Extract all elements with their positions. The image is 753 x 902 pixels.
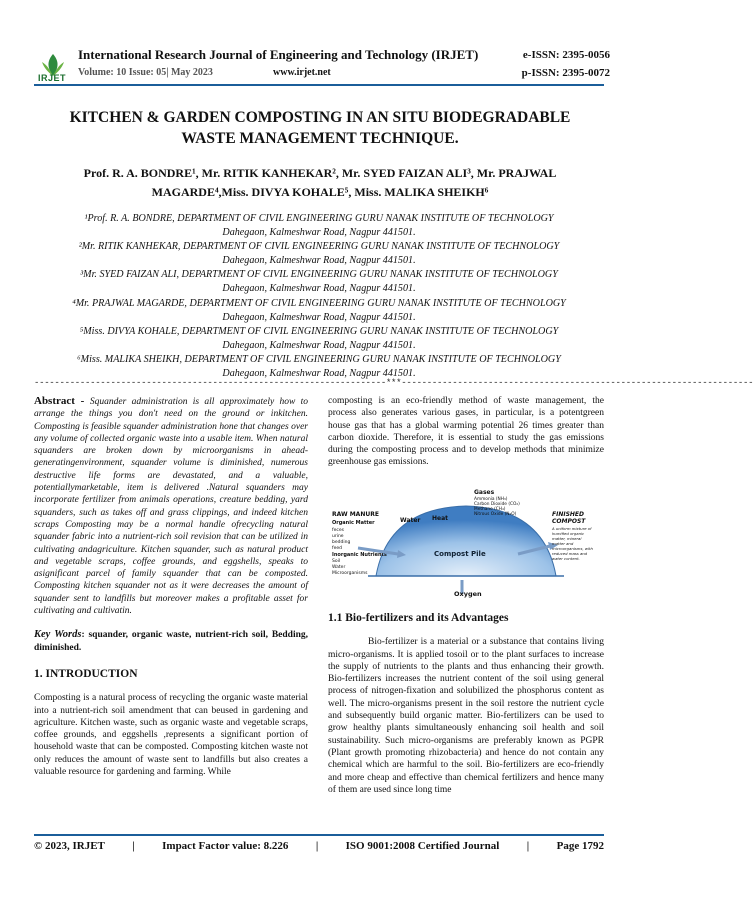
finished-desc: microorganisms, with [552,546,593,551]
affiliation-line: ⁴Mr. PRAJWAL MAGARDE, DEPARTMENT OF CIVIL ENGINEERING GURU NANAK INSTITUTE OF TECHNOLOGY [72,297,566,309]
gases-title: Gases [474,489,495,496]
inorganic-label: Inorganic Nutrients [332,552,387,558]
volume-issue: Volume: 10 Issue: 05| May 2023 [78,67,213,78]
journal-website[interactable]: www.irjet.net [273,67,331,78]
water-label: Water [400,517,421,524]
biofertilizers-text: Bio-fertilizer is a material or a substance that contains living micro-organisms. It is applied tosoil or to the plant surfaces to increase the supply of nutrients to the plants and thus enhancing their growth. Bio-fertilizers increases the nutrient content of the soil using general process of nitrogen-fixation and solubilized the phosphorus content as well. The micro-organisms present in the soil restore the nutrient cycle and subsequently build organic matter. Bio-fertilizers can be used to grow healthy plants simultaneously enhancing soil health and soil sustainability. Such micro-organisms are preferably known as PGPR (Plant growth promoting rhizobacteria) and hence do not contain any chemical which are harmful to the soil. Bio-fertilizers are eco-friendly and more cheap and effective than chemical fertilizers and hence many of them are used since long time [328,637,604,795]
header-rule [34,84,604,86]
affiliation-line: ²Mr. RITIK KANHEKAR, DEPARTMENT OF CIVIL ENGINEERING GURU NANAK INSTITUTE OF TECHNOLOGY [78,241,560,253]
keywords-label: Key Words [34,629,82,641]
finished-desc: reduced mass and [552,551,588,556]
inorganic-item: Soil [332,559,341,564]
right-column [328,395,604,469]
gas-item: Methane (CH₄) [474,507,506,512]
compost-pile-label: Compost Pile [434,550,486,558]
journal-name: International Research Journal of Engineering and Technology (IRJET) [78,47,479,62]
affiliation-line: ¹Prof. R. A. BONDRE, DEPARTMENT OF CIVIL ENGINEERING GURU NANAK INSTITUTE OF TECHNOLOGY [84,213,554,224]
page-footer [34,840,604,852]
copyright: © 2023, IRJET [34,840,105,852]
heat-label: Heat [432,515,449,522]
affiliation-line: ³Mr. SYED FAIZAN ALI, DEPARTMENT OF CIVIL ENGINEERING GURU NANAK INSTITUTE OF TECHNOLOGY [80,269,558,281]
footer-divider: | [132,840,135,852]
title-line: KITCHEN & GARDEN COMPOSTING IN AN SITU BIODEGRADABLE [69,109,571,126]
left-column [34,395,308,778]
author-line: Prof. R. A. BONDRE¹, Mr. RITIK KANHEKAR², Mr. SYED FAIZAN ALI³, Mr. PRAJWAL [83,166,557,180]
keywords [34,629,308,654]
e-issn: e-ISSN: 2395-0056 [522,49,610,61]
affiliations [34,212,604,381]
footer-rule [34,834,604,836]
iso-certification: ISO 9001:2008 Certified Journal [345,840,500,852]
inorganic-item: Microorganisms [332,571,368,576]
abstract-text: Squander administration is all approximately how to arrange the things you don't need on the ground or inkitchen. Composting is feasible squander administration hone that changes over any volume of collected organic waste into a usable item. When natural squanders are broken down by microorganisms in ahead-generatingenvironment, squander volume is diminished, numerous destructive life forms are devastated, and a valuable, potentiallymarketable, item is delivered .Natural squanders may incorporate fertilizer from animals operations, creature bedding, yard squanders, such as takes off and grass clippings, and indeed kitchen scraps Composting may be a normal handle ofrecycling natural squander fabric into a nutrient-rich soil revision that can be utilized in cultivating andagriculture. Kitchen squander, such as natural product and vegetable scraps, coffee grounds, and eggshells, speaks to asignificant parcel of family squander that can be composted. Composting kitchen squander not as it were decreases the amount of squander sent to landfills but moreover makes a profitable asset for cultivating and cultivatin. [34,397,308,617]
gas-item: Carbon Dioxide (CO₂) [474,502,520,507]
section-separator: ---------------------------------------------------------------------***--------------------------------------------------------------------- [34,378,753,388]
gas-item: Nitrous Oxide (N₂O) [474,512,517,517]
abstract [34,395,308,617]
section-1-1 [328,612,604,796]
gas-item: Ammonia (NH₃) [474,497,508,502]
affiliation-line: ⁶Miss. MALIKA SHEIKH, DEPARTMENT OF CIVIL ENGINEERING GURU NANAK INSTITUTE OF TECHNOLOGY [77,353,561,365]
finished-desc: matter, mineral [552,536,582,541]
compost-process-figure [328,488,604,598]
footer-divider: | [526,840,530,852]
finished-title: FINISHED [552,511,585,518]
affiliation-address: Dahegaon, Kalmeshwar Road, Nagpur 441501. [222,311,416,323]
finished-desc: A uniform mixture of [552,526,592,531]
impact-factor: Impact Factor value: 8.226 [162,840,289,852]
section-heading-introduction: 1. INTRODUCTION [34,667,138,680]
affiliation-address: Dahegaon, Kalmeshwar Road, Nagpur 441501. [222,283,416,295]
logo-wordmark: IRJET [38,73,67,83]
paragraph: composting is an eco-friendly method of waste management, the process also generates various gases, in particular, is a potentgreen house gas that has a global warming potential 26 times greater than carbon dioxide. Therefore, it is essential to study the gas emissions during the composting process and to develop methods that minimize greenhouse gas emissions. [328,396,604,468]
title-line: WASTE MANAGEMENT TECHNIQUE. [181,130,459,147]
raw-item: urine [332,534,344,539]
footer-divider: | [315,840,319,852]
finished-desc: matter and [552,541,574,546]
section-heading-biofertilizers: 1.1 Bio-fertilizers and its Advantages [328,612,509,624]
affiliation-address: Dahegaon, Kalmeshwar Road, Nagpur 441501. [222,255,416,267]
raw-item: feces [332,528,344,533]
affiliation-address: Dahegaon, Kalmeshwar Road, Nagpur 441501. [222,368,416,380]
finished-title: COMPOST [552,518,586,525]
affiliation-address: Dahegaon, Kalmeshwar Road, Nagpur 441501. [222,339,416,351]
p-issn: p-ISSN: 2395-0072 [521,67,610,79]
author-line: MAGARDE⁴,Miss. DIVYA KOHALE⁵, Miss. MALIKA SHEIKH⁶ [151,185,489,199]
affiliation-line: ⁵Miss. DIVYA KOHALE, DEPARTMENT OF CIVIL ENGINEERING GURU NANAK INSTITUTE OF TECHNOLOGY [79,325,559,337]
raw-item: bedding [332,540,351,545]
author-list [40,164,600,202]
keywords-text: : squander, organic waste, nutrient-rich soil, Bedding, diminished. [34,630,308,653]
introduction-text: Composting is a natural process of recycling the organic waste material into a nutrient-rich soil amendment that can beused in gardening and agriculture. Kitchen waste, such as organic waste and vegetable scraps, coffee grounds, and eggshells ,represents a significant portion of household waste that can be composted. Composting kitchen waste not only reduces the amount of waste sent to landfills but also creates a valuable resource for gardening and farming. While [34,693,308,778]
raw-organic-label: Organic Matter [332,520,375,526]
finished-desc: humified organic [552,531,585,536]
raw-item: feed [332,546,342,551]
oxygen-label: Oxygen [454,590,482,598]
raw-manure-title: RAW MANURE [332,511,379,518]
page-number: Page 1792 [556,840,604,852]
paper-title [40,107,600,149]
finished-desc: water content. [552,556,580,561]
inorganic-item: Water [332,565,346,570]
abstract-label: Abstract - [34,395,90,407]
affiliation-address: Dahegaon, Kalmeshwar Road, Nagpur 441501. [222,227,416,239]
